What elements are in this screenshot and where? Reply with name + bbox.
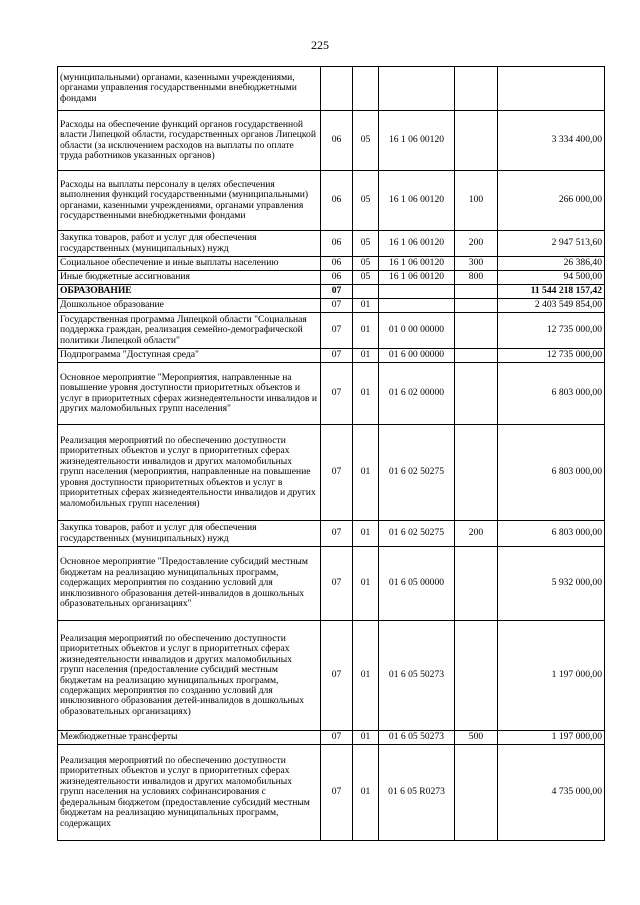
row-expense-type-cell — [455, 313, 498, 349]
row-section-cell: 07 — [321, 731, 353, 745]
row-amount-cell: 12 735 000,00 — [498, 313, 605, 349]
table-row — [58, 425, 605, 521]
row-target-code-cell: 01 6 05 00000 — [379, 547, 455, 621]
row-expense-type-cell — [455, 621, 498, 731]
row-subsection-cell: 01 — [353, 425, 379, 521]
row-name-cell: Реализация мероприятий по обеспечению доступности приоритетных объектов и услуг в приоритетных сферах жизнедеятельности инвалидов и других маломобильных групп населения (мероприятия, направленные на повышение уровня доступности приоритетных объектов и услуг в приоритетных сферах жизнедеятельности инвалидов и других маломобильных групп населения) — [58, 425, 321, 521]
row-expense-type-cell — [455, 363, 498, 425]
row-name-cell: Расходы на обеспечение функций органов государственной власти Липецкой области, государственных органов Липецкой области (за исключением расходов на выплаты по оплате труда работников указанных органов) — [58, 111, 321, 171]
row-amount-cell: 94 500,00 — [498, 271, 605, 285]
row-expense-type-cell — [455, 547, 498, 621]
row-expense-type-cell: 100 — [455, 171, 498, 231]
row-section-cell: 07 — [321, 621, 353, 731]
row-amount-cell: 1 197 000,00 — [498, 621, 605, 731]
row-target-code-cell: 01 6 02 00000 — [379, 363, 455, 425]
row-section-cell — [321, 67, 353, 111]
row-section-cell: 06 — [321, 257, 353, 271]
row-expense-type-cell — [455, 299, 498, 313]
row-expense-type-cell: 200 — [455, 231, 498, 257]
row-section-cell: 06 — [321, 231, 353, 257]
row-subsection-cell: 01 — [353, 731, 379, 745]
row-section-cell: 07 — [321, 425, 353, 521]
row-expense-type-cell: 300 — [455, 257, 498, 271]
row-expense-type-cell: 500 — [455, 731, 498, 745]
row-subsection-cell: 01 — [353, 521, 379, 547]
row-section-cell: 07 — [321, 299, 353, 313]
row-target-code-cell: 01 6 05 50273 — [379, 731, 455, 745]
row-subsection-cell: 01 — [353, 313, 379, 349]
row-target-code-cell — [379, 299, 455, 313]
row-amount-cell: 11 544 218 157,42 — [498, 285, 605, 299]
row-expense-type-cell: 800 — [455, 271, 498, 285]
row-section-cell: 06 — [321, 271, 353, 285]
row-amount-cell — [498, 67, 605, 111]
table-row — [58, 67, 605, 111]
row-amount-cell: 6 803 000,00 — [498, 425, 605, 521]
row-target-code-cell: 01 6 05 R0273 — [379, 745, 455, 841]
row-amount-cell: 6 803 000,00 — [498, 521, 605, 547]
row-target-code-cell: 01 6 05 50273 — [379, 621, 455, 731]
row-section-cell: 07 — [321, 521, 353, 547]
row-expense-type-cell — [455, 111, 498, 171]
row-name-cell: Основное мероприятие "Предоставление субсидий местным бюджетам на реализацию муниципальных программ, содержащих мероприятия по созданию условий для инклюзивного образования детей-инвалидов в дошкольных образовательных организациях" — [58, 547, 321, 621]
table-row — [58, 547, 605, 621]
row-section-cell: 07 — [321, 745, 353, 841]
row-subsection-cell: 01 — [353, 299, 379, 313]
table-row — [58, 745, 605, 841]
row-amount-cell: 26 386,40 — [498, 257, 605, 271]
table-row — [58, 231, 605, 257]
row-subsection-cell: 05 — [353, 257, 379, 271]
table-row — [58, 111, 605, 171]
row-name-cell: Закупка товаров, работ и услуг для обеспечения государственных (муниципальных) нужд — [58, 521, 321, 547]
table-row — [58, 349, 605, 363]
table-row — [58, 285, 605, 299]
row-amount-cell: 2 403 549 854,00 — [498, 299, 605, 313]
row-amount-cell: 1 197 000,00 — [498, 731, 605, 745]
row-target-code-cell: 16 1 06 00120 — [379, 231, 455, 257]
row-name-cell: Реализация мероприятий по обеспечению доступности приоритетных объектов и услуг в приоритетных сферах жизнедеятельности инвалидов и других маломобильных групп населения на условиях софинансирования с федеральным бюджетом (предоставление субсидий местным бюджетам на реализацию муниципальных программ, содержащих — [58, 745, 321, 841]
table-row — [58, 271, 605, 285]
row-name-cell: Подпрограмма "Доступная среда" — [58, 349, 321, 363]
row-name-cell: Социальное обеспечение и иные выплаты населению — [58, 257, 321, 271]
row-section-cell: 06 — [321, 111, 353, 171]
row-name-cell: Основное мероприятие "Мероприятия, направленные на повышение уровня доступности приоритетных объектов и услуг в приоритетных сферах жизнедеятельности инвалидов и других маломобильных групп населения" — [58, 363, 321, 425]
row-expense-type-cell — [455, 285, 498, 299]
row-section-cell: 07 — [321, 349, 353, 363]
row-target-code-cell: 16 1 06 00120 — [379, 111, 455, 171]
row-subsection-cell: 01 — [353, 547, 379, 621]
table-row — [58, 257, 605, 271]
row-amount-cell: 3 334 400,00 — [498, 111, 605, 171]
row-expense-type-cell — [455, 745, 498, 841]
row-name-cell: Расходы на выплаты персоналу в целях обеспечения выполнения функций государственными (муниципальными) органами, казенными учреждениями, органами управления государственными внебюджетными фондами — [58, 171, 321, 231]
row-amount-cell: 4 735 000,00 — [498, 745, 605, 841]
row-name-cell: Государственная программа Липецкой области "Социальная поддержка граждан, реализация семейно-демографической политики Липецкой области" — [58, 313, 321, 349]
row-subsection-cell — [353, 67, 379, 111]
row-subsection-cell: 05 — [353, 271, 379, 285]
row-expense-type-cell — [455, 67, 498, 111]
row-name-cell: Иные бюджетные ассигнования — [58, 271, 321, 285]
row-subsection-cell: 01 — [353, 363, 379, 425]
row-amount-cell: 6 803 000,00 — [498, 363, 605, 425]
row-name-cell: Дошкольное образование — [58, 299, 321, 313]
row-section-cell: 07 — [321, 285, 353, 299]
row-subsection-cell: 01 — [353, 349, 379, 363]
row-section-cell: 07 — [321, 363, 353, 425]
row-name-cell: ОБРАЗОВАНИЕ — [58, 285, 321, 299]
row-name-cell: (муниципальными) органами, казенными учреждениями, органами управления государственными внебюджетными фондами — [58, 67, 321, 111]
row-target-code-cell — [379, 67, 455, 111]
row-target-code-cell: 16 1 06 00120 — [379, 271, 455, 285]
row-name-cell: Закупка товаров, работ и услуг для обеспечения государственных (муниципальных) нужд — [58, 231, 321, 257]
row-amount-cell: 266 000,00 — [498, 171, 605, 231]
row-section-cell: 07 — [321, 313, 353, 349]
row-subsection-cell: 01 — [353, 745, 379, 841]
row-name-cell: Межбюджетные трансферты — [58, 731, 321, 745]
row-expense-type-cell — [455, 425, 498, 521]
table-row — [58, 313, 605, 349]
row-target-code-cell: 01 6 02 50275 — [379, 425, 455, 521]
row-name-cell: Реализация мероприятий по обеспечению доступности приоритетных объектов и услуг в приоритетных сферах жизнедеятельности инвалидов и других маломобильных групп населения (предоставление субсидий местным бюджетам на реализацию муниципальных программ, содержащих мероприятия по созданию условий для инклюзивного образования детей-инвалидов в дошкольных образовательных организациях) — [58, 621, 321, 731]
table-row — [58, 521, 605, 547]
row-target-code-cell: 01 6 02 50275 — [379, 521, 455, 547]
table-row — [58, 299, 605, 313]
page-number: 225 — [311, 38, 329, 52]
row-expense-type-cell: 200 — [455, 521, 498, 547]
row-section-cell: 07 — [321, 547, 353, 621]
row-target-code-cell: 16 1 06 00120 — [379, 257, 455, 271]
row-target-code-cell: 01 0 00 00000 — [379, 313, 455, 349]
row-subsection-cell: 01 — [353, 621, 379, 731]
table-row — [58, 621, 605, 731]
row-section-cell: 06 — [321, 171, 353, 231]
budget-table — [57, 66, 605, 841]
table-body — [58, 67, 605, 841]
row-amount-cell: 5 932 000,00 — [498, 547, 605, 621]
row-subsection-cell — [353, 285, 379, 299]
row-expense-type-cell — [455, 349, 498, 363]
row-target-code-cell: 16 1 06 00120 — [379, 171, 455, 231]
table-row — [58, 171, 605, 231]
row-subsection-cell: 05 — [353, 231, 379, 257]
row-target-code-cell — [379, 285, 455, 299]
row-amount-cell: 2 947 513,60 — [498, 231, 605, 257]
table-row — [58, 731, 605, 745]
table-row — [58, 363, 605, 425]
row-subsection-cell: 05 — [353, 111, 379, 171]
row-amount-cell: 12 735 000,00 — [498, 349, 605, 363]
row-target-code-cell: 01 6 00 00000 — [379, 349, 455, 363]
row-subsection-cell: 05 — [353, 171, 379, 231]
